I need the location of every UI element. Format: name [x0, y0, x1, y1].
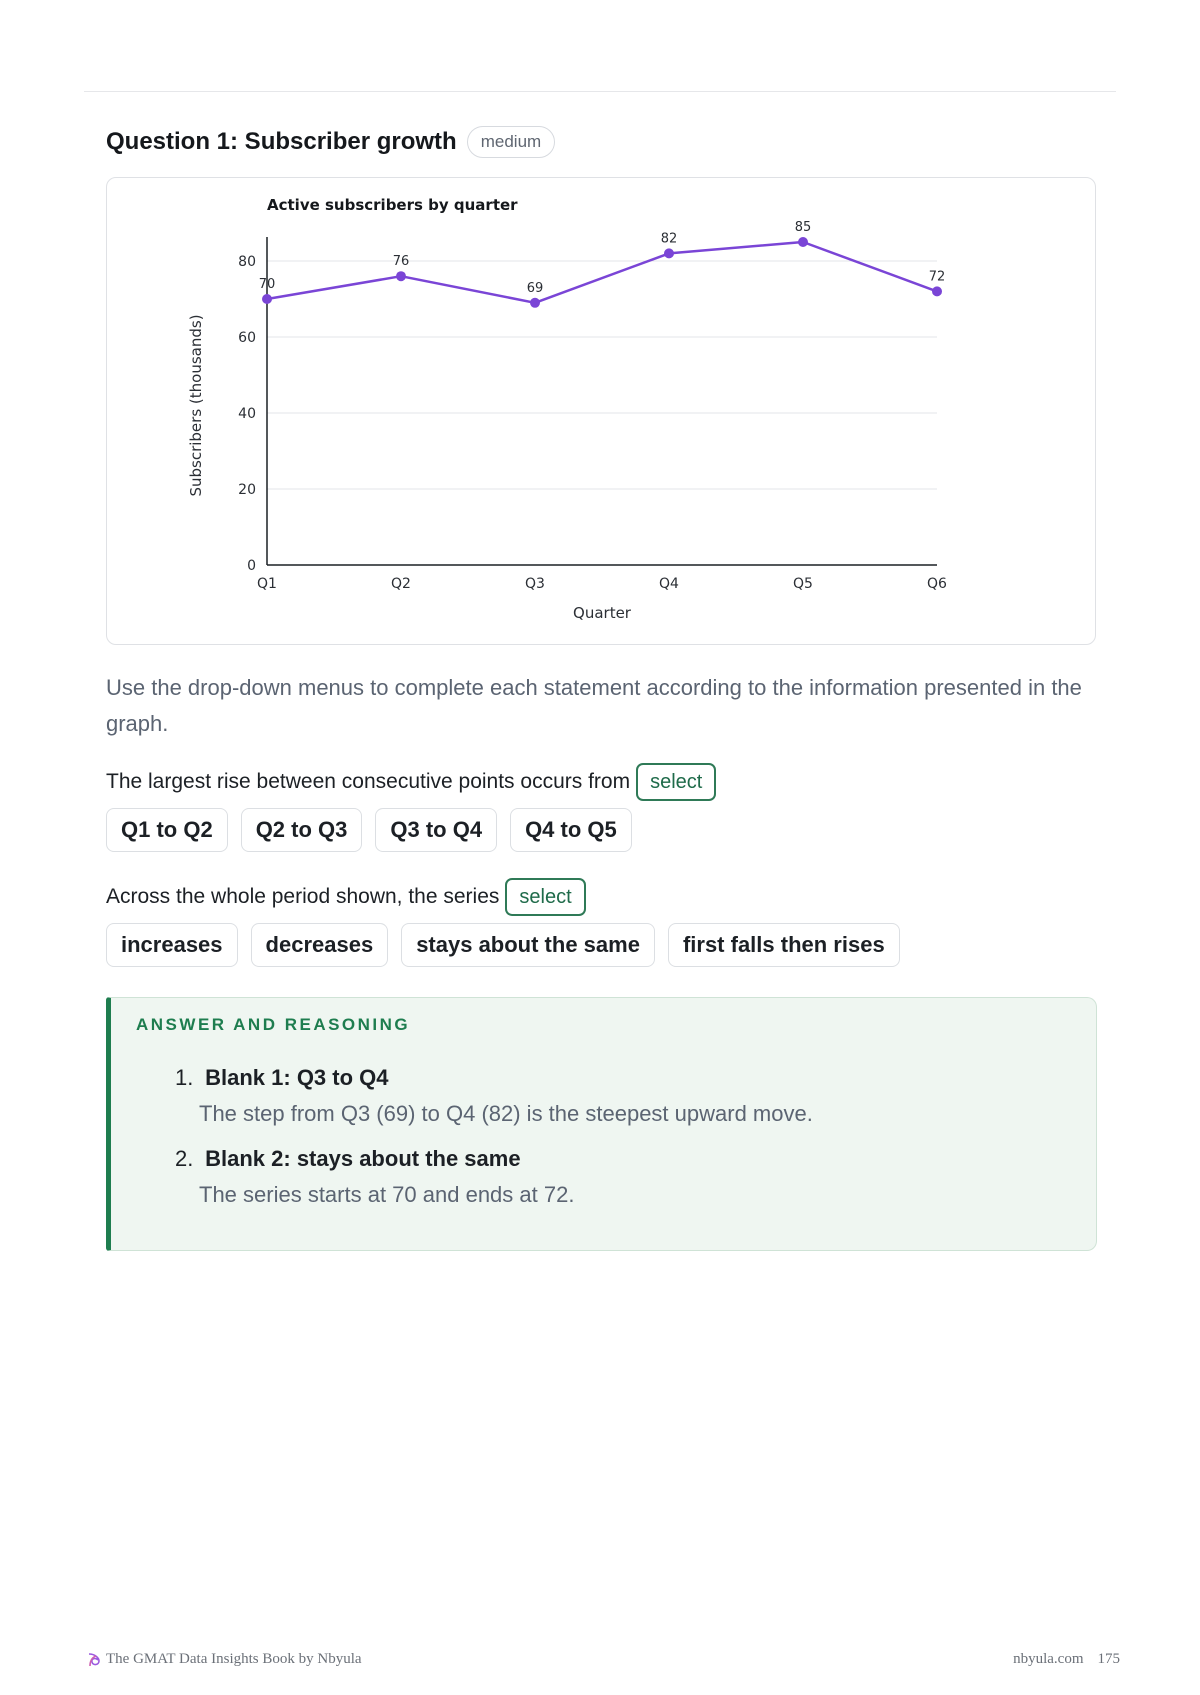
top-divider — [84, 91, 1116, 92]
x-tick-label: Q1 — [257, 576, 277, 592]
option-q3-to-q4[interactable]: Q3 to Q4 — [375, 808, 497, 852]
answer-heading: ANSWER AND REASONING — [136, 1015, 411, 1034]
data-label: 70 — [258, 277, 276, 292]
series-line — [267, 242, 937, 303]
y-tick-label: 60 — [238, 330, 256, 346]
blank-2-options — [106, 923, 900, 967]
x-tick-label: Q6 — [927, 576, 947, 592]
data-point — [262, 294, 272, 304]
footer-site: nbyula.com — [1013, 1651, 1084, 1667]
answer-item-1-title: Blank 1: Q3 to Q4 — [205, 1065, 389, 1090]
x-tick-label: Q2 — [391, 576, 411, 592]
y-axis-label: Subscribers (thousands) — [187, 314, 205, 497]
question-header — [106, 126, 555, 158]
data-point — [798, 237, 808, 247]
option-q2-to-q3[interactable]: Q2 to Q3 — [241, 808, 363, 852]
y-tick-label: 0 — [247, 558, 256, 574]
statement-1 — [106, 763, 716, 801]
statement-2-text: Across the whole period shown, the series — [106, 885, 500, 908]
blank-1-select[interactable]: select — [636, 763, 716, 801]
answer-item-1-explanation: The step from Q3 (69) to Q4 (82) is the steepest upward move. — [199, 1101, 813, 1126]
y-tick-label: 80 — [238, 254, 256, 270]
data-label: 82 — [660, 231, 678, 247]
option-decreases[interactable]: decreases — [251, 923, 389, 967]
data-point — [664, 248, 674, 258]
data-point — [932, 286, 942, 296]
statement-1-text: The largest rise between consecutive points occurs from — [106, 770, 631, 793]
question-title: Question 1: Subscriber growth — [106, 128, 457, 155]
answer-item-1 — [175, 1065, 389, 1091]
nbyula-logo-icon — [86, 1652, 102, 1668]
data-point — [530, 298, 540, 308]
data-point — [396, 271, 406, 281]
x-tick-label: Q4 — [659, 576, 679, 592]
answer-item-2 — [175, 1146, 521, 1172]
y-tick-label: 20 — [238, 482, 256, 498]
footer-page-number: 175 — [1097, 1651, 1120, 1667]
data-label: 76 — [392, 254, 410, 270]
chart-title: Active subscribers by quarter — [267, 196, 518, 214]
x-tick-label: Q5 — [793, 576, 813, 592]
data-label: 69 — [526, 280, 544, 296]
blank-2-select[interactable]: select — [505, 878, 585, 916]
answer-item-2-number: 2. — [175, 1146, 194, 1171]
data-label: 85 — [794, 220, 812, 235]
footer-book-title: The GMAT Data Insights Book by Nbyula — [106, 1651, 362, 1667]
answer-item-2-explanation: The series starts at 70 and ends at 72. — [199, 1182, 575, 1207]
answer-panel — [106, 997, 1097, 1251]
option-increases[interactable]: increases — [106, 923, 238, 967]
x-axis-label: Quarter — [573, 604, 631, 622]
answer-item-2-title: Blank 2: stays about the same — [205, 1146, 521, 1171]
instructions: Use the drop-down menus to complete each statement according to the information presented in the graph. — [106, 675, 1082, 736]
data-label: 72 — [928, 269, 946, 285]
footer-meta — [1013, 1651, 1120, 1668]
blank-1-options — [106, 808, 632, 852]
statement-2 — [106, 878, 586, 916]
option-stays-about-the-same[interactable]: stays about the same — [401, 923, 655, 967]
option-q1-to-q2[interactable]: Q1 to Q2 — [106, 808, 228, 852]
x-tick-label: Q3 — [525, 576, 545, 592]
option-q4-to-q5[interactable]: Q4 to Q5 — [510, 808, 632, 852]
line-chart — [107, 178, 1097, 646]
answer-item-1-number: 1. — [175, 1065, 194, 1090]
option-first-falls-then-rises[interactable]: first falls then rises — [668, 923, 900, 967]
footer-book — [86, 1651, 362, 1668]
y-tick-label: 40 — [238, 406, 256, 422]
chart-card — [106, 177, 1096, 645]
difficulty-badge: medium — [467, 126, 555, 158]
